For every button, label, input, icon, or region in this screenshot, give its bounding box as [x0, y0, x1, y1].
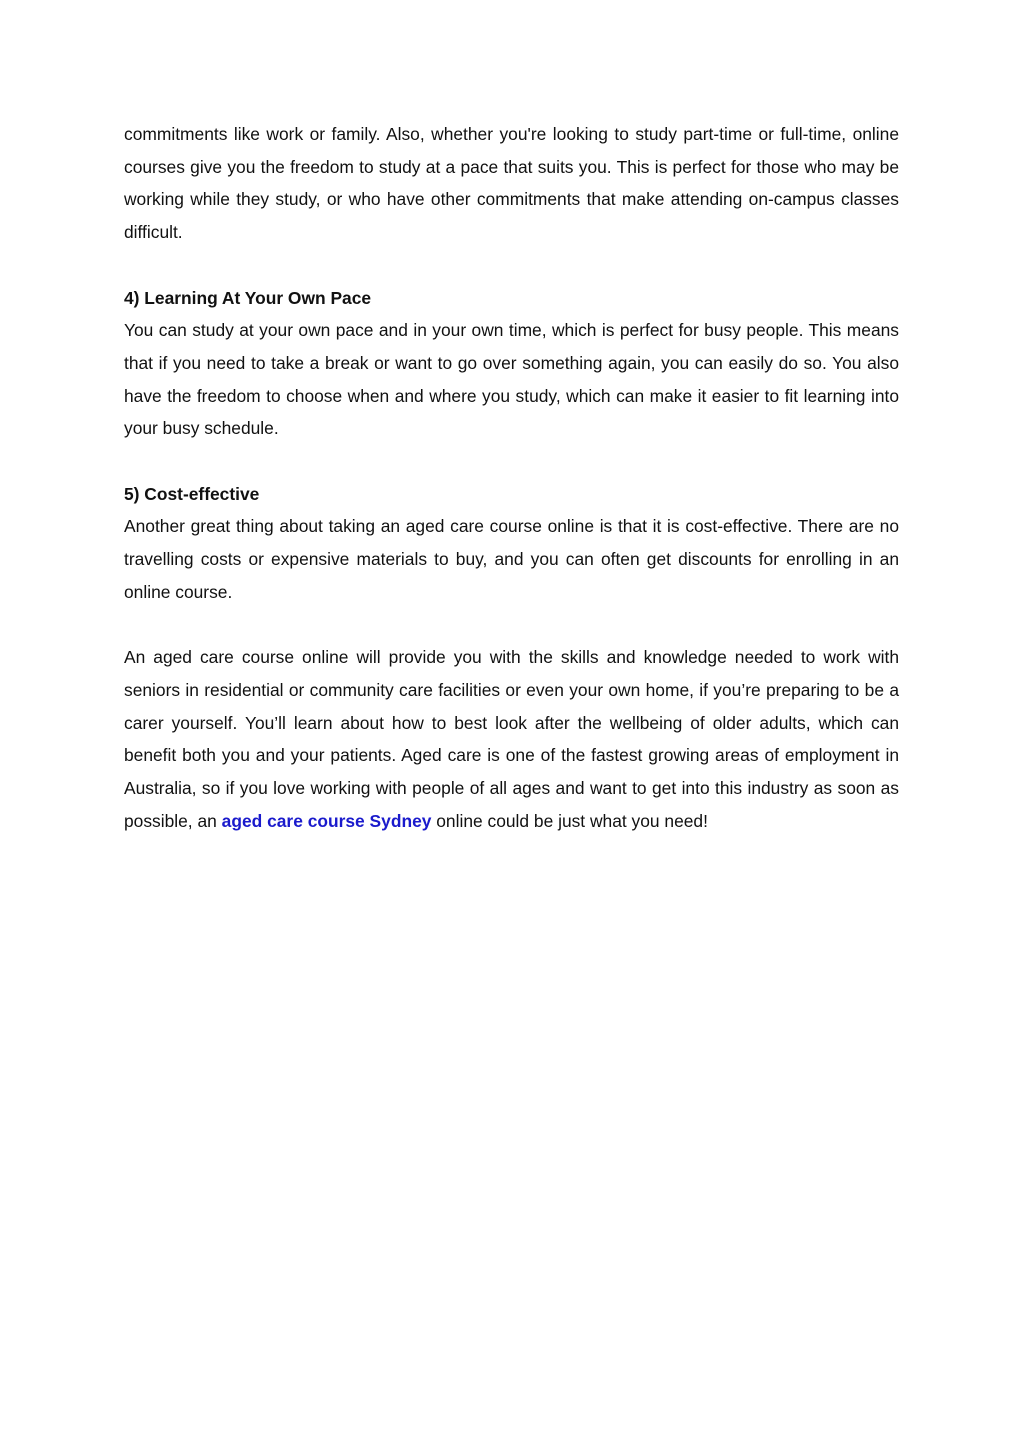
conclusion-text-after-link: online could be just what you need! — [431, 810, 708, 831]
conclusion-text-before-link: An aged care course online will provide you with the skills and knowledge needed to work with seniors in residential or community care facilities or even your own home, if you’re preparing to be a carer yourself. You’ll learn about how to best look after the wellbeing of older adults, which can benefit both you and your patients. Aged care is one of the fastest growing areas of employment in Australia, so if you love working with people of all ages and want to get into this industry as soon as possible, an — [124, 647, 899, 831]
section-heading-cost-effective: 5) Cost-effective — [124, 483, 260, 504]
section-body-own-pace: You can study at your own pace and in your own time, which is perfect for busy people. This means that if you need to take a break or want to go over something again, you can easily do so. You also have the freedom to choose when and where you study, which can make it easier to fit learning into your busy schedule. — [124, 320, 899, 439]
aged-care-course-sydney-link[interactable]: aged care course Sydney — [221, 810, 432, 831]
spacer — [124, 609, 899, 642]
section-body-cost-effective: Another great thing about taking an aged care course online is that it is cost-effective. There are no travelling costs or expensive materials to buy, and you can often get discounts for enrolling in an online course. — [124, 516, 899, 602]
spacer — [124, 445, 899, 478]
section-heading-own-pace: 4) Learning At Your Own Pace — [124, 287, 372, 308]
conclusion-paragraph — [124, 641, 899, 837]
spacer — [124, 249, 899, 282]
document-page — [124, 118, 899, 837]
intro-paragraph: commitments like work or family. Also, whether you're looking to study part-time or full-time, online courses give you the freedom to study at a pace that suits you. This is perfect for those who may be working while they study, or who have other commitments that make attending on-campus classes difficult. — [124, 124, 899, 243]
